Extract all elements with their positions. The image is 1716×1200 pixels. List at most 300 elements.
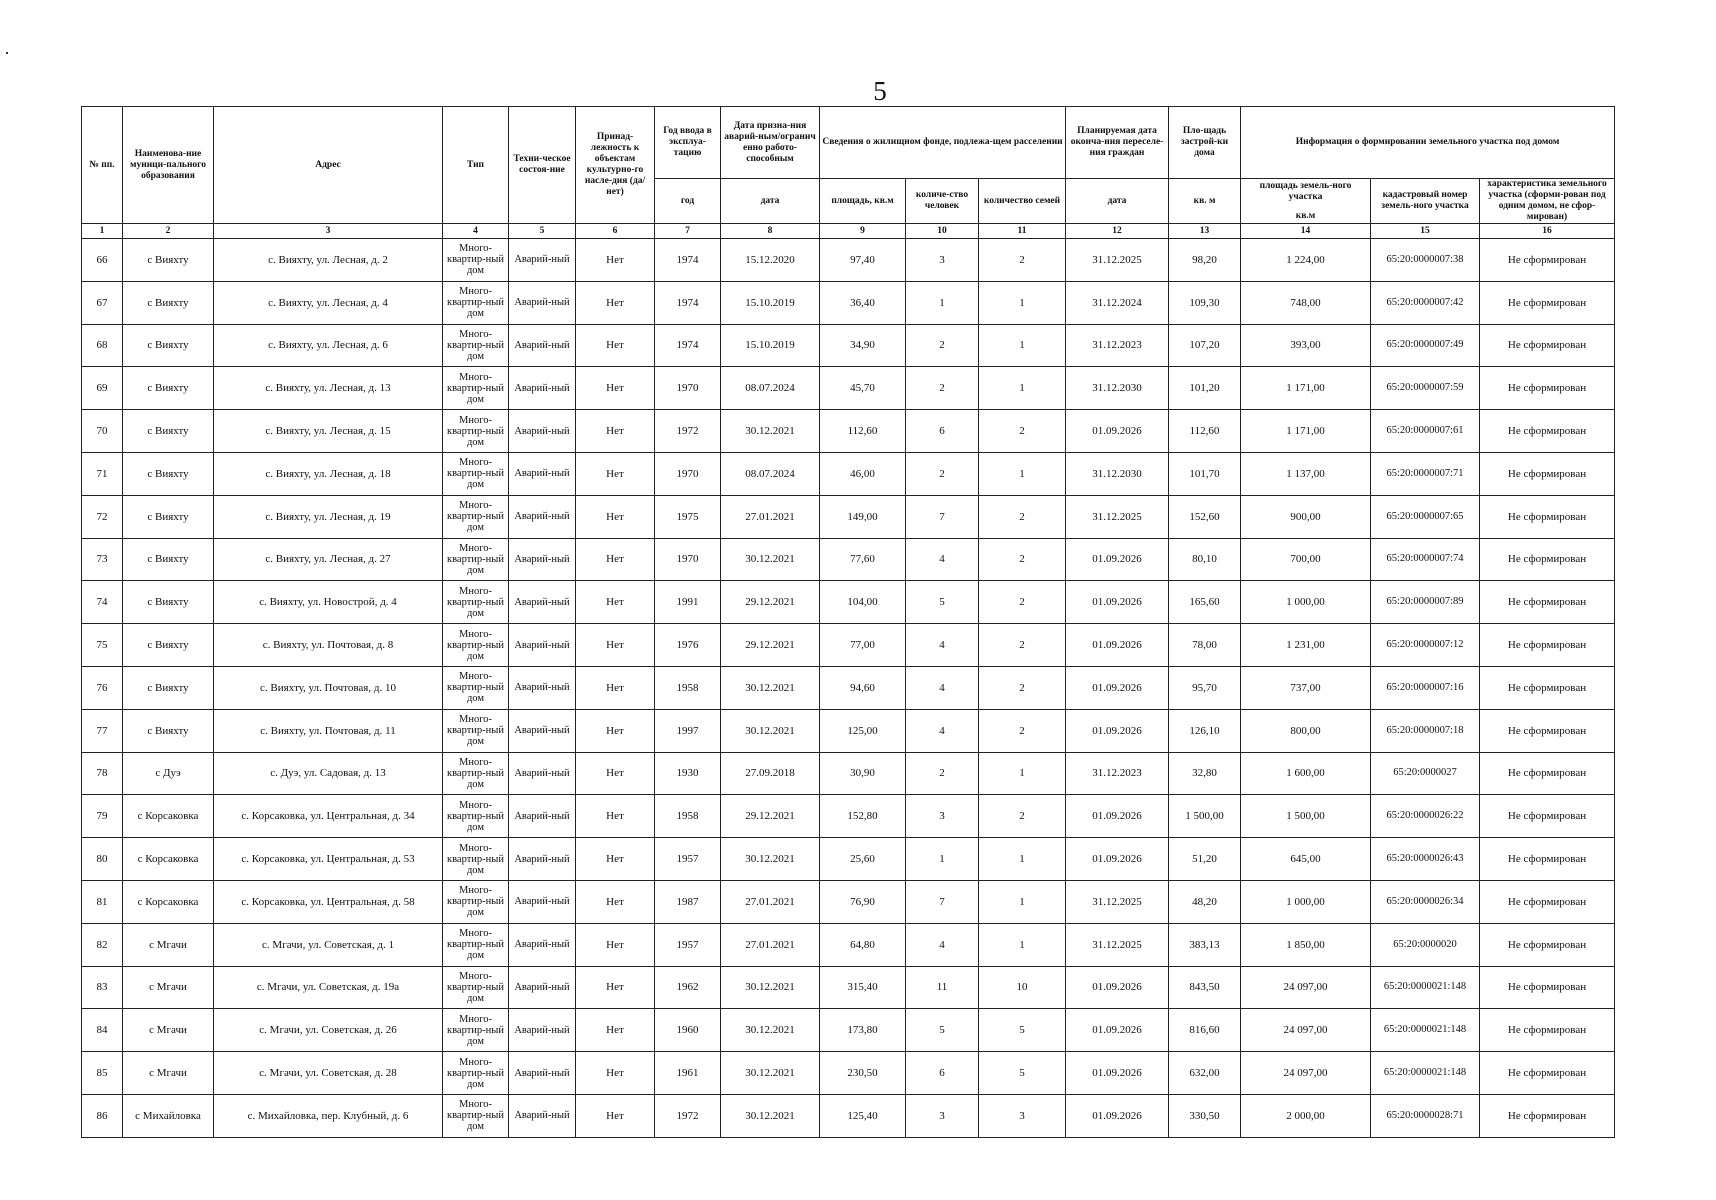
land-area-cell: 1 600,00 <box>1241 752 1371 795</box>
people-cell: 4 <box>906 709 979 752</box>
tech-state-cell: Аварий-ный <box>509 923 576 966</box>
families-cell: 2 <box>979 239 1066 282</box>
column-number: 14 <box>1241 224 1371 239</box>
row-number: 82 <box>82 923 123 966</box>
recognition-date-cell: 30.12.2021 <box>721 838 820 881</box>
municipality-cell: с Вияхту <box>123 666 214 709</box>
heritage-cell: Нет <box>576 709 655 752</box>
built-area-cell: 816,60 <box>1169 1009 1241 1052</box>
header-land-area-unit-label: кв.м <box>1295 210 1316 221</box>
land-area-cell: 1 171,00 <box>1241 367 1371 410</box>
tech-state-cell: Аварий-ный <box>509 410 576 453</box>
recognition-date-cell: 30.12.2021 <box>721 1052 820 1095</box>
area-cell: 112,60 <box>820 410 906 453</box>
built-area-cell: 330,50 <box>1169 1094 1241 1137</box>
cadastral-cell: 65:20:0000007:61 <box>1371 410 1480 453</box>
cadastral-cell: 65:20:0000007:12 <box>1371 624 1480 667</box>
table-row <box>82 410 1615 453</box>
type-cell: Много-квартир-ный дом <box>443 495 509 538</box>
people-cell: 7 <box>906 495 979 538</box>
area-cell: 104,00 <box>820 581 906 624</box>
heritage-cell: Нет <box>576 281 655 324</box>
table-row <box>82 452 1615 495</box>
table-row <box>82 581 1615 624</box>
header-no: № пп. <box>82 107 123 224</box>
families-cell: 1 <box>979 923 1066 966</box>
year-cell: 1958 <box>655 666 721 709</box>
families-cell: 1 <box>979 452 1066 495</box>
column-number: 12 <box>1066 224 1169 239</box>
planned-date-cell: 31.12.2025 <box>1066 923 1169 966</box>
table-row <box>82 1094 1615 1137</box>
row-number: 86 <box>82 1094 123 1137</box>
area-cell: 77,00 <box>820 624 906 667</box>
row-number: 79 <box>82 795 123 838</box>
families-cell: 1 <box>979 367 1066 410</box>
row-number: 71 <box>82 452 123 495</box>
year-cell: 1991 <box>655 581 721 624</box>
people-cell: 5 <box>906 581 979 624</box>
people-cell: 6 <box>906 410 979 453</box>
address-cell: с. Корсаковка, ул. Центральная, д. 58 <box>214 880 443 923</box>
heritage-cell: Нет <box>576 324 655 367</box>
land-char-cell: Не сформирован <box>1480 367 1615 410</box>
table-row <box>82 966 1615 1009</box>
year-cell: 1974 <box>655 281 721 324</box>
cadastral-cell: 65:20:0000007:65 <box>1371 495 1480 538</box>
land-char-cell: Не сформирован <box>1480 410 1615 453</box>
recognition-date-cell: 27.01.2021 <box>721 880 820 923</box>
recognition-date-cell: 27.01.2021 <box>721 495 820 538</box>
column-number-row <box>82 224 1615 239</box>
municipality-cell: с Вияхту <box>123 324 214 367</box>
built-area-cell: 51,20 <box>1169 838 1241 881</box>
type-cell: Много-квартир-ный дом <box>443 452 509 495</box>
heritage-cell: Нет <box>576 1094 655 1137</box>
planned-date-cell: 31.12.2030 <box>1066 367 1169 410</box>
people-cell: 2 <box>906 324 979 367</box>
area-cell: 149,00 <box>820 495 906 538</box>
tech-state-cell: Аварий-ный <box>509 1009 576 1052</box>
built-area-cell: 843,50 <box>1169 966 1241 1009</box>
heritage-cell: Нет <box>576 367 655 410</box>
year-cell: 1974 <box>655 324 721 367</box>
heritage-cell: Нет <box>576 923 655 966</box>
column-number: 1 <box>82 224 123 239</box>
header-address: Адрес <box>214 107 443 224</box>
cadastral-cell: 65:20:0000026:22 <box>1371 795 1480 838</box>
planned-date-cell: 01.09.2026 <box>1066 709 1169 752</box>
heritage-cell: Нет <box>576 538 655 581</box>
tech-state-cell: Аварий-ный <box>509 324 576 367</box>
type-cell: Много-квартир-ный дом <box>443 538 509 581</box>
address-cell: с. Вияхту, ул. Лесная, д. 19 <box>214 495 443 538</box>
year-cell: 1972 <box>655 1094 721 1137</box>
land-char-cell: Не сформирован <box>1480 923 1615 966</box>
type-cell: Много-квартир-ный дом <box>443 581 509 624</box>
heritage-cell: Нет <box>576 880 655 923</box>
table-row <box>82 923 1615 966</box>
type-cell: Много-квартир-ный дом <box>443 1094 509 1137</box>
row-number: 66 <box>82 239 123 282</box>
planned-date-cell: 31.12.2024 <box>1066 281 1169 324</box>
people-cell: 11 <box>906 966 979 1009</box>
table-row <box>82 281 1615 324</box>
recognition-date-cell: 15.10.2019 <box>721 324 820 367</box>
land-char-cell: Не сформирован <box>1480 966 1615 1009</box>
land-area-cell: 2 000,00 <box>1241 1094 1371 1137</box>
built-area-cell: 107,20 <box>1169 324 1241 367</box>
municipality-cell: с Вияхту <box>123 281 214 324</box>
table-row <box>82 1052 1615 1095</box>
municipality-cell: с Вияхту <box>123 367 214 410</box>
area-cell: 315,40 <box>820 966 906 1009</box>
land-area-cell: 1 224,00 <box>1241 239 1371 282</box>
families-cell: 5 <box>979 1009 1066 1052</box>
heritage-cell: Нет <box>576 410 655 453</box>
address-cell: с. Вияхту, ул. Лесная, д. 6 <box>214 324 443 367</box>
municipality-cell: с Мгачи <box>123 1052 214 1095</box>
land-char-cell: Не сформирован <box>1480 538 1615 581</box>
row-number: 67 <box>82 281 123 324</box>
year-cell: 1987 <box>655 880 721 923</box>
land-char-cell: Не сформирован <box>1480 281 1615 324</box>
recognition-date-cell: 30.12.2021 <box>721 410 820 453</box>
header-land-area: площадь земель-ного участка <box>1259 180 1352 202</box>
people-cell: 1 <box>906 838 979 881</box>
people-cell: 7 <box>906 880 979 923</box>
planned-date-cell: 31.12.2025 <box>1066 239 1169 282</box>
land-area-cell: 900,00 <box>1241 495 1371 538</box>
municipality-cell: с Вияхту <box>123 410 214 453</box>
row-number: 73 <box>82 538 123 581</box>
municipality-cell: с Мгачи <box>123 1009 214 1052</box>
recognition-date-cell: 30.12.2021 <box>721 666 820 709</box>
column-number: 3 <box>214 224 443 239</box>
heritage-cell: Нет <box>576 624 655 667</box>
planned-date-cell: 01.09.2026 <box>1066 966 1169 1009</box>
families-cell: 2 <box>979 709 1066 752</box>
people-cell: 4 <box>906 624 979 667</box>
cadastral-cell: 65:20:0000020 <box>1371 923 1480 966</box>
header-families: количество семей <box>979 179 1066 224</box>
built-area-cell: 152,60 <box>1169 495 1241 538</box>
row-number: 72 <box>82 495 123 538</box>
row-number: 69 <box>82 367 123 410</box>
cadastral-cell: 65:20:0000021:148 <box>1371 966 1480 1009</box>
header-built: кв. м <box>1169 179 1241 224</box>
header-planned-group: Планируемая дата оконча-ния переселе-ния граждан <box>1066 107 1169 179</box>
municipality-cell: с Вияхту <box>123 495 214 538</box>
tech-state-cell: Аварий-ный <box>509 1052 576 1095</box>
families-cell: 10 <box>979 966 1066 1009</box>
housing-table <box>81 106 1615 1138</box>
land-area-cell: 1 000,00 <box>1241 880 1371 923</box>
recognition-date-cell: 30.12.2021 <box>721 1094 820 1137</box>
address-cell: с. Дуэ, ул. Садовая, д. 13 <box>214 752 443 795</box>
municipality-cell: с Вияхту <box>123 239 214 282</box>
planned-date-cell: 01.09.2026 <box>1066 795 1169 838</box>
municipality-cell: с Вияхту <box>123 452 214 495</box>
address-cell: с. Вияхту, ул. Лесная, д. 2 <box>214 239 443 282</box>
planned-date-cell: 01.09.2026 <box>1066 666 1169 709</box>
land-char-cell: Не сформирован <box>1480 1009 1615 1052</box>
heritage-cell: Нет <box>576 239 655 282</box>
header-municipality: Наименова-ние муници-пального образования <box>123 107 214 224</box>
column-number: 5 <box>509 224 576 239</box>
area-cell: 230,50 <box>820 1052 906 1095</box>
area-cell: 77,60 <box>820 538 906 581</box>
address-cell: с. Мгачи, ул. Советская, д. 1 <box>214 923 443 966</box>
column-number: 11 <box>979 224 1066 239</box>
families-cell: 2 <box>979 495 1066 538</box>
recognition-date-cell: 30.12.2021 <box>721 1009 820 1052</box>
column-number: 10 <box>906 224 979 239</box>
table-row <box>82 1009 1615 1052</box>
table-row <box>82 880 1615 923</box>
families-cell: 1 <box>979 838 1066 881</box>
land-char-cell: Не сформирован <box>1480 838 1615 881</box>
header-area: площадь, кв.м <box>820 179 906 224</box>
type-cell: Много-квартир-ный дом <box>443 324 509 367</box>
people-cell: 2 <box>906 452 979 495</box>
cadastral-cell: 65:20:0000026:34 <box>1371 880 1480 923</box>
families-cell: 2 <box>979 795 1066 838</box>
year-cell: 1972 <box>655 410 721 453</box>
built-area-cell: 98,20 <box>1169 239 1241 282</box>
tech-state-cell: Аварий-ный <box>509 452 576 495</box>
people-cell: 4 <box>906 666 979 709</box>
row-number: 70 <box>82 410 123 453</box>
municipality-cell: с Корсаковка <box>123 795 214 838</box>
built-area-cell: 101,70 <box>1169 452 1241 495</box>
area-cell: 34,90 <box>820 324 906 367</box>
header-fund-group: Сведения о жилищном фонде, подлежа-щем расселении <box>820 107 1066 179</box>
heritage-cell: Нет <box>576 838 655 881</box>
year-cell: 1975 <box>655 495 721 538</box>
area-cell: 46,00 <box>820 452 906 495</box>
recognition-date-cell: 15.12.2020 <box>721 239 820 282</box>
planned-date-cell: 31.12.2030 <box>1066 452 1169 495</box>
cadastral-cell: 65:20:0000021:148 <box>1371 1009 1480 1052</box>
table-row <box>82 838 1615 881</box>
built-area-cell: 95,70 <box>1169 666 1241 709</box>
table-row <box>82 324 1615 367</box>
year-cell: 1958 <box>655 795 721 838</box>
municipality-cell: с Мгачи <box>123 923 214 966</box>
built-area-cell: 32,80 <box>1169 752 1241 795</box>
land-char-cell: Не сформирован <box>1480 495 1615 538</box>
tech-state-cell: Аварий-ный <box>509 239 576 282</box>
year-cell: 1976 <box>655 624 721 667</box>
recognition-date-cell: 29.12.2021 <box>721 624 820 667</box>
built-area-cell: 165,60 <box>1169 581 1241 624</box>
address-cell: с. Вияхту, ул. Лесная, д. 13 <box>214 367 443 410</box>
heritage-cell: Нет <box>576 495 655 538</box>
scan-speck <box>6 52 8 54</box>
column-number: 13 <box>1169 224 1241 239</box>
header-built-group: Пло-щадь застрой-ки дома <box>1169 107 1241 179</box>
type-cell: Много-квартир-ный дом <box>443 666 509 709</box>
planned-date-cell: 01.09.2026 <box>1066 624 1169 667</box>
table-row <box>82 495 1615 538</box>
table-row <box>82 709 1615 752</box>
header-land-area-unit <box>1241 179 1371 224</box>
table-row <box>82 367 1615 410</box>
people-cell: 2 <box>906 367 979 410</box>
built-area-cell: 101,20 <box>1169 367 1241 410</box>
row-number: 80 <box>82 838 123 881</box>
row-number: 68 <box>82 324 123 367</box>
row-number: 74 <box>82 581 123 624</box>
cadastral-cell: 65:20:0000007:49 <box>1371 324 1480 367</box>
land-area-cell: 700,00 <box>1241 538 1371 581</box>
families-cell: 3 <box>979 1094 1066 1137</box>
address-cell: с. Корсаковка, ул. Центральная, д. 34 <box>214 795 443 838</box>
row-number: 77 <box>82 709 123 752</box>
table-row <box>82 666 1615 709</box>
tech-state-cell: Аварий-ный <box>509 495 576 538</box>
municipality-cell: с Корсаковка <box>123 838 214 881</box>
planned-date-cell: 01.09.2026 <box>1066 1094 1169 1137</box>
row-number: 78 <box>82 752 123 795</box>
type-cell: Много-квартир-ный дом <box>443 281 509 324</box>
address-cell: с. Вияхту, ул. Новострой, д. 4 <box>214 581 443 624</box>
type-cell: Много-квартир-ный дом <box>443 880 509 923</box>
municipality-cell: с Дуэ <box>123 752 214 795</box>
column-number: 6 <box>576 224 655 239</box>
table-row <box>82 795 1615 838</box>
planned-date-cell: 01.09.2026 <box>1066 1009 1169 1052</box>
row-number: 85 <box>82 1052 123 1095</box>
area-cell: 173,80 <box>820 1009 906 1052</box>
planned-date-cell: 31.12.2023 <box>1066 752 1169 795</box>
heritage-cell: Нет <box>576 966 655 1009</box>
year-cell: 1970 <box>655 538 721 581</box>
year-cell: 1997 <box>655 709 721 752</box>
type-cell: Много-квартир-ный дом <box>443 709 509 752</box>
tech-state-cell: Аварий-ный <box>509 281 576 324</box>
tech-state-cell: Аварий-ный <box>509 666 576 709</box>
address-cell: с. Вияхту, ул. Лесная, д. 15 <box>214 410 443 453</box>
land-char-cell: Не сформирован <box>1480 666 1615 709</box>
built-area-cell: 383,13 <box>1169 923 1241 966</box>
address-cell: с. Мгачи, ул. Советская, д. 19а <box>214 966 443 1009</box>
recognition-date-cell: 27.09.2018 <box>721 752 820 795</box>
planned-date-cell: 31.12.2025 <box>1066 495 1169 538</box>
address-cell: с. Корсаковка, ул. Центральная, д. 53 <box>214 838 443 881</box>
tech-state-cell: Аварий-ный <box>509 367 576 410</box>
area-cell: 30,90 <box>820 752 906 795</box>
header-type: Тип <box>443 107 509 224</box>
area-cell: 25,60 <box>820 838 906 881</box>
land-area-cell: 24 097,00 <box>1241 1052 1371 1095</box>
cadastral-cell: 65:20:0000021:148 <box>1371 1052 1480 1095</box>
area-cell: 97,40 <box>820 239 906 282</box>
row-number: 75 <box>82 624 123 667</box>
land-char-cell: Не сформирован <box>1480 324 1615 367</box>
land-area-cell: 800,00 <box>1241 709 1371 752</box>
land-char-cell: Не сформирован <box>1480 1094 1615 1137</box>
land-char-cell: Не сформирован <box>1480 752 1615 795</box>
recognition-date-cell: 27.01.2021 <box>721 923 820 966</box>
heritage-cell: Нет <box>576 581 655 624</box>
address-cell: с. Мгачи, ул. Советская, д. 26 <box>214 1009 443 1052</box>
tech-state-cell: Аварий-ный <box>509 880 576 923</box>
row-number: 84 <box>82 1009 123 1052</box>
cadastral-cell: 65:20:0000007:16 <box>1371 666 1480 709</box>
page-number: 5 <box>873 76 887 106</box>
area-cell: 36,40 <box>820 281 906 324</box>
row-number: 83 <box>82 966 123 1009</box>
table-row <box>82 538 1615 581</box>
built-area-cell: 48,20 <box>1169 880 1241 923</box>
header-land-char: характеристика земельного участка (сформи-рован под одним домом, не сфор-мирован) <box>1480 179 1615 224</box>
families-cell: 2 <box>979 581 1066 624</box>
address-cell: с. Вияхту, ул. Лесная, д. 18 <box>214 452 443 495</box>
area-cell: 152,80 <box>820 795 906 838</box>
header-cadastral: кадастровый номер земель-ного участка <box>1371 179 1480 224</box>
type-cell: Много-квартир-ный дом <box>443 1052 509 1095</box>
header-year-group: Год ввода в эксплуа-тацию <box>655 107 721 179</box>
address-cell: с. Михайловка, пер. Клубный, д. 6 <box>214 1094 443 1137</box>
municipality-cell: с Мгачи <box>123 966 214 1009</box>
type-cell: Много-квартир-ный дом <box>443 1009 509 1052</box>
heritage-cell: Нет <box>576 795 655 838</box>
area-cell: 125,00 <box>820 709 906 752</box>
type-cell: Много-квартир-ный дом <box>443 624 509 667</box>
municipality-cell: с Вияхту <box>123 624 214 667</box>
municipality-cell: с Вияхту <box>123 581 214 624</box>
people-cell: 3 <box>906 1094 979 1137</box>
land-area-cell: 1 500,00 <box>1241 795 1371 838</box>
area-cell: 45,70 <box>820 367 906 410</box>
recognition-date-cell: 15.10.2019 <box>721 281 820 324</box>
type-cell: Много-квартир-ный дом <box>443 966 509 1009</box>
address-cell: с. Вияхту, ул. Лесная, д. 27 <box>214 538 443 581</box>
header-date-group: Дата призна-ния аварий-ным/огранич енно работо-способным <box>721 107 820 179</box>
land-char-cell: Не сформирован <box>1480 624 1615 667</box>
families-cell: 5 <box>979 1052 1066 1095</box>
municipality-cell: с Вияхту <box>123 538 214 581</box>
land-area-cell: 1 171,00 <box>1241 410 1371 453</box>
land-area-cell: 1 850,00 <box>1241 923 1371 966</box>
planned-date-cell: 31.12.2025 <box>1066 880 1169 923</box>
recognition-date-cell: 29.12.2021 <box>721 795 820 838</box>
land-char-cell: Не сформирован <box>1480 795 1615 838</box>
land-area-cell: 737,00 <box>1241 666 1371 709</box>
type-cell: Много-квартир-ный дом <box>443 838 509 881</box>
tech-state-cell: Аварий-ный <box>509 624 576 667</box>
recognition-date-cell: 08.07.2024 <box>721 452 820 495</box>
address-cell: с. Мгачи, ул. Советская, д. 28 <box>214 1052 443 1095</box>
families-cell: 2 <box>979 666 1066 709</box>
planned-date-cell: 31.12.2023 <box>1066 324 1169 367</box>
families-cell: 2 <box>979 410 1066 453</box>
column-number: 15 <box>1371 224 1480 239</box>
year-cell: 1957 <box>655 838 721 881</box>
year-cell: 1930 <box>655 752 721 795</box>
year-cell: 1962 <box>655 966 721 1009</box>
land-area-cell: 1 137,00 <box>1241 452 1371 495</box>
built-area-cell: 112,60 <box>1169 410 1241 453</box>
address-cell: с. Вияхту, ул. Почтовая, д. 11 <box>214 709 443 752</box>
heritage-cell: Нет <box>576 1052 655 1095</box>
table-row <box>82 752 1615 795</box>
planned-date-cell: 01.09.2026 <box>1066 538 1169 581</box>
cadastral-cell: 65:20:0000007:38 <box>1371 239 1480 282</box>
families-cell: 1 <box>979 880 1066 923</box>
